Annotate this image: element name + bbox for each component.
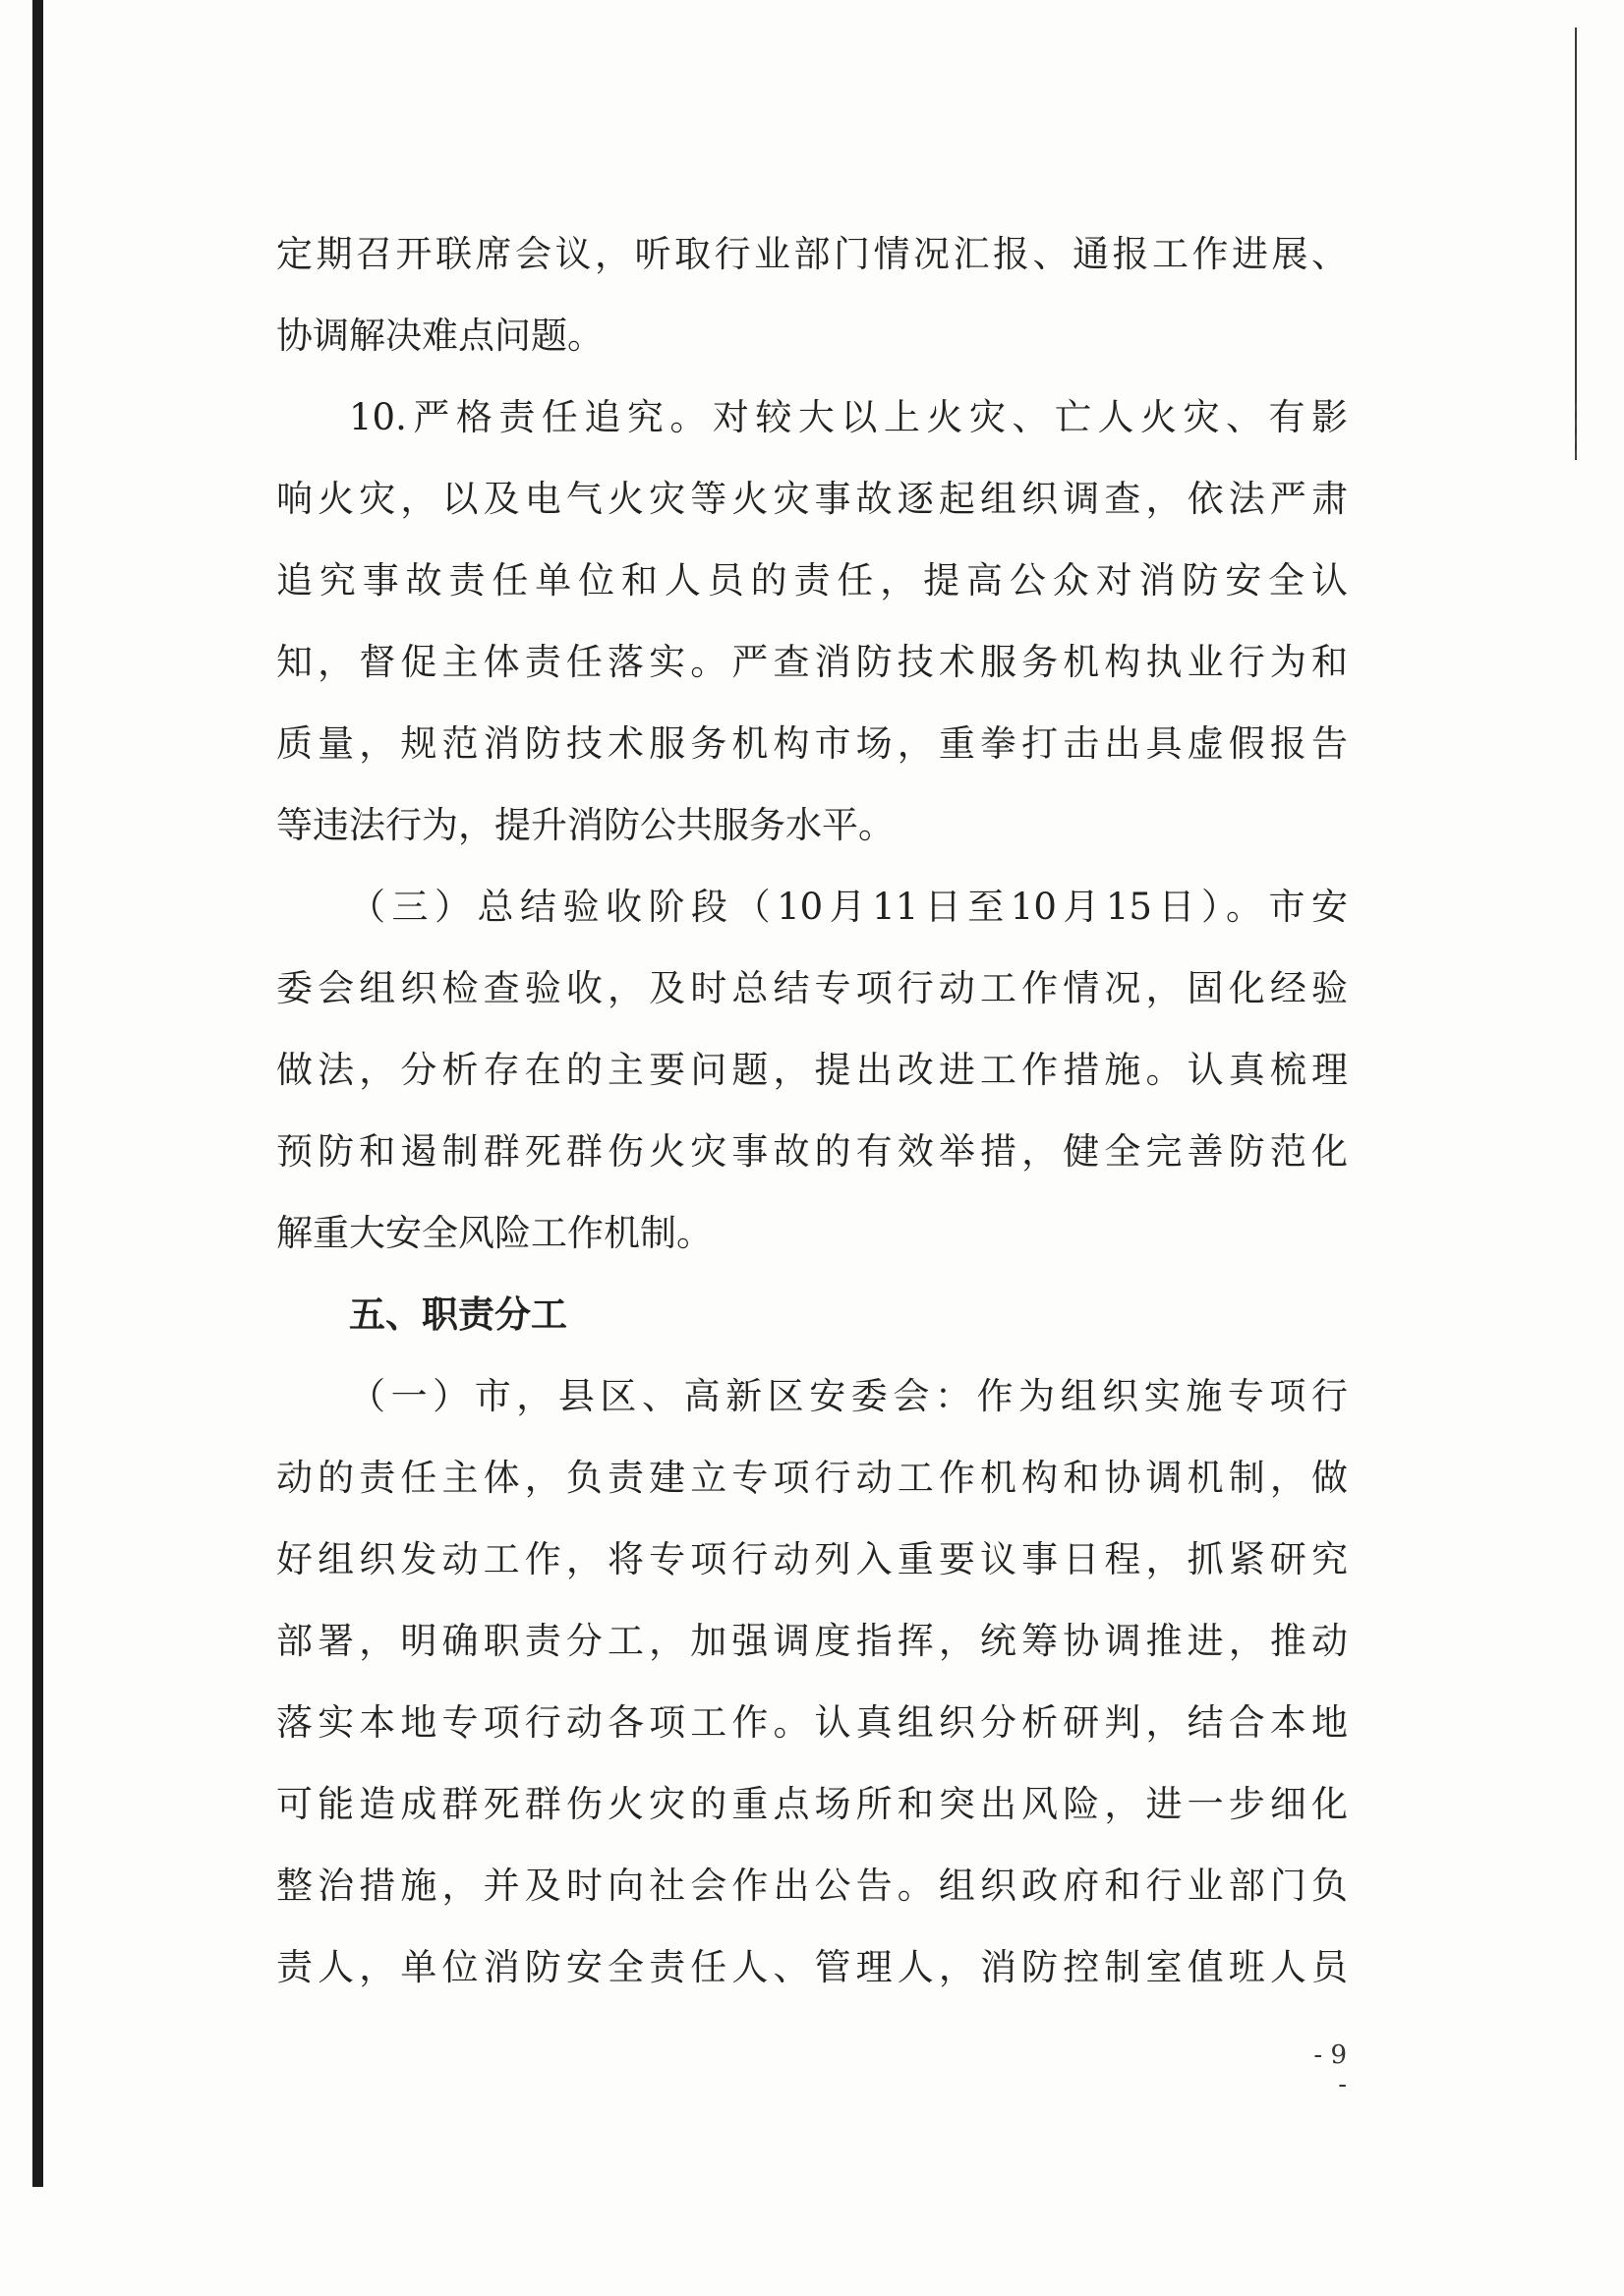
text-line: 可能造成群死群伤火灾的重点场所和突出风险，进一步细化 xyxy=(276,1783,1348,1825)
text-line: 预防和遏制群死群伤火灾事故的有效举措，健全完善防范化 xyxy=(276,1130,1348,1173)
text-line: 做法，分析存在的主要问题，提出改进工作措施。认真梳理 xyxy=(276,1049,1348,1091)
scan-edge-left xyxy=(32,0,43,2187)
text-line: 动的责任主体，负责建立专项行动工作机构和协调机制，做 xyxy=(276,1457,1348,1499)
text-line: 定期召开联席会议，听取行业部门情况汇报、通报工作进展、 xyxy=(276,233,1348,275)
text-line: 知，督促主体责任落实。严查消防技术服务机构执业行为和 xyxy=(276,641,1348,683)
text-line: 追究事故责任单位和人员的责任，提高公众对消防安全认 xyxy=(276,559,1348,602)
text-line: 10.严格责任追究。对较大以上火灾、亡人火灾、有影 xyxy=(349,396,1348,438)
text-line: 委会组织检查验收，及时总结专项行动工作情况，固化经验 xyxy=(276,967,1348,1009)
text-line: 责人，单位消防安全责任人、管理人，消防控制室值班人员 xyxy=(276,1946,1348,1988)
text-line: 好组织发动工作，将专项行动列入重要议事日程，抓紧研究 xyxy=(276,1538,1348,1580)
text-line: 解重大安全风险工作机制。 xyxy=(276,1212,713,1254)
text-line: 整治措施，并及时向社会作出公告。组织政府和行业部门负 xyxy=(276,1865,1348,1907)
text-line: 响火灾，以及电气火灾等火灾事故逐起组织调查，依法严肃 xyxy=(276,478,1348,520)
scan-edge-right-dash xyxy=(1575,403,1577,462)
text-line: 等违法行为，提升消防公共服务水平。 xyxy=(276,804,895,846)
page-number: - 9 - xyxy=(1313,2040,1347,2099)
text-line: 部署，明确职责分工，加强调度指挥，统筹协调推进，推动 xyxy=(276,1620,1348,1662)
document-body xyxy=(276,213,1348,2008)
scan-edge-right xyxy=(1575,28,1577,460)
text-line: 协调解决难点问题。 xyxy=(276,315,604,357)
text-line: 落实本地专项行动各项工作。认真组织分析研判，结合本地 xyxy=(276,1701,1348,1744)
text-line: （三）总结验收阶段（10月11日至10月15日）。市安 xyxy=(349,886,1348,928)
section-heading: 五、职责分工 xyxy=(349,1293,567,1336)
text-line: 质量，规范消防技术服务机构市场，重拳打击出具虚假报告 xyxy=(276,722,1348,765)
text-line: （一）市，县区、高新区安委会：作为组织实施专项行 xyxy=(349,1375,1348,1417)
